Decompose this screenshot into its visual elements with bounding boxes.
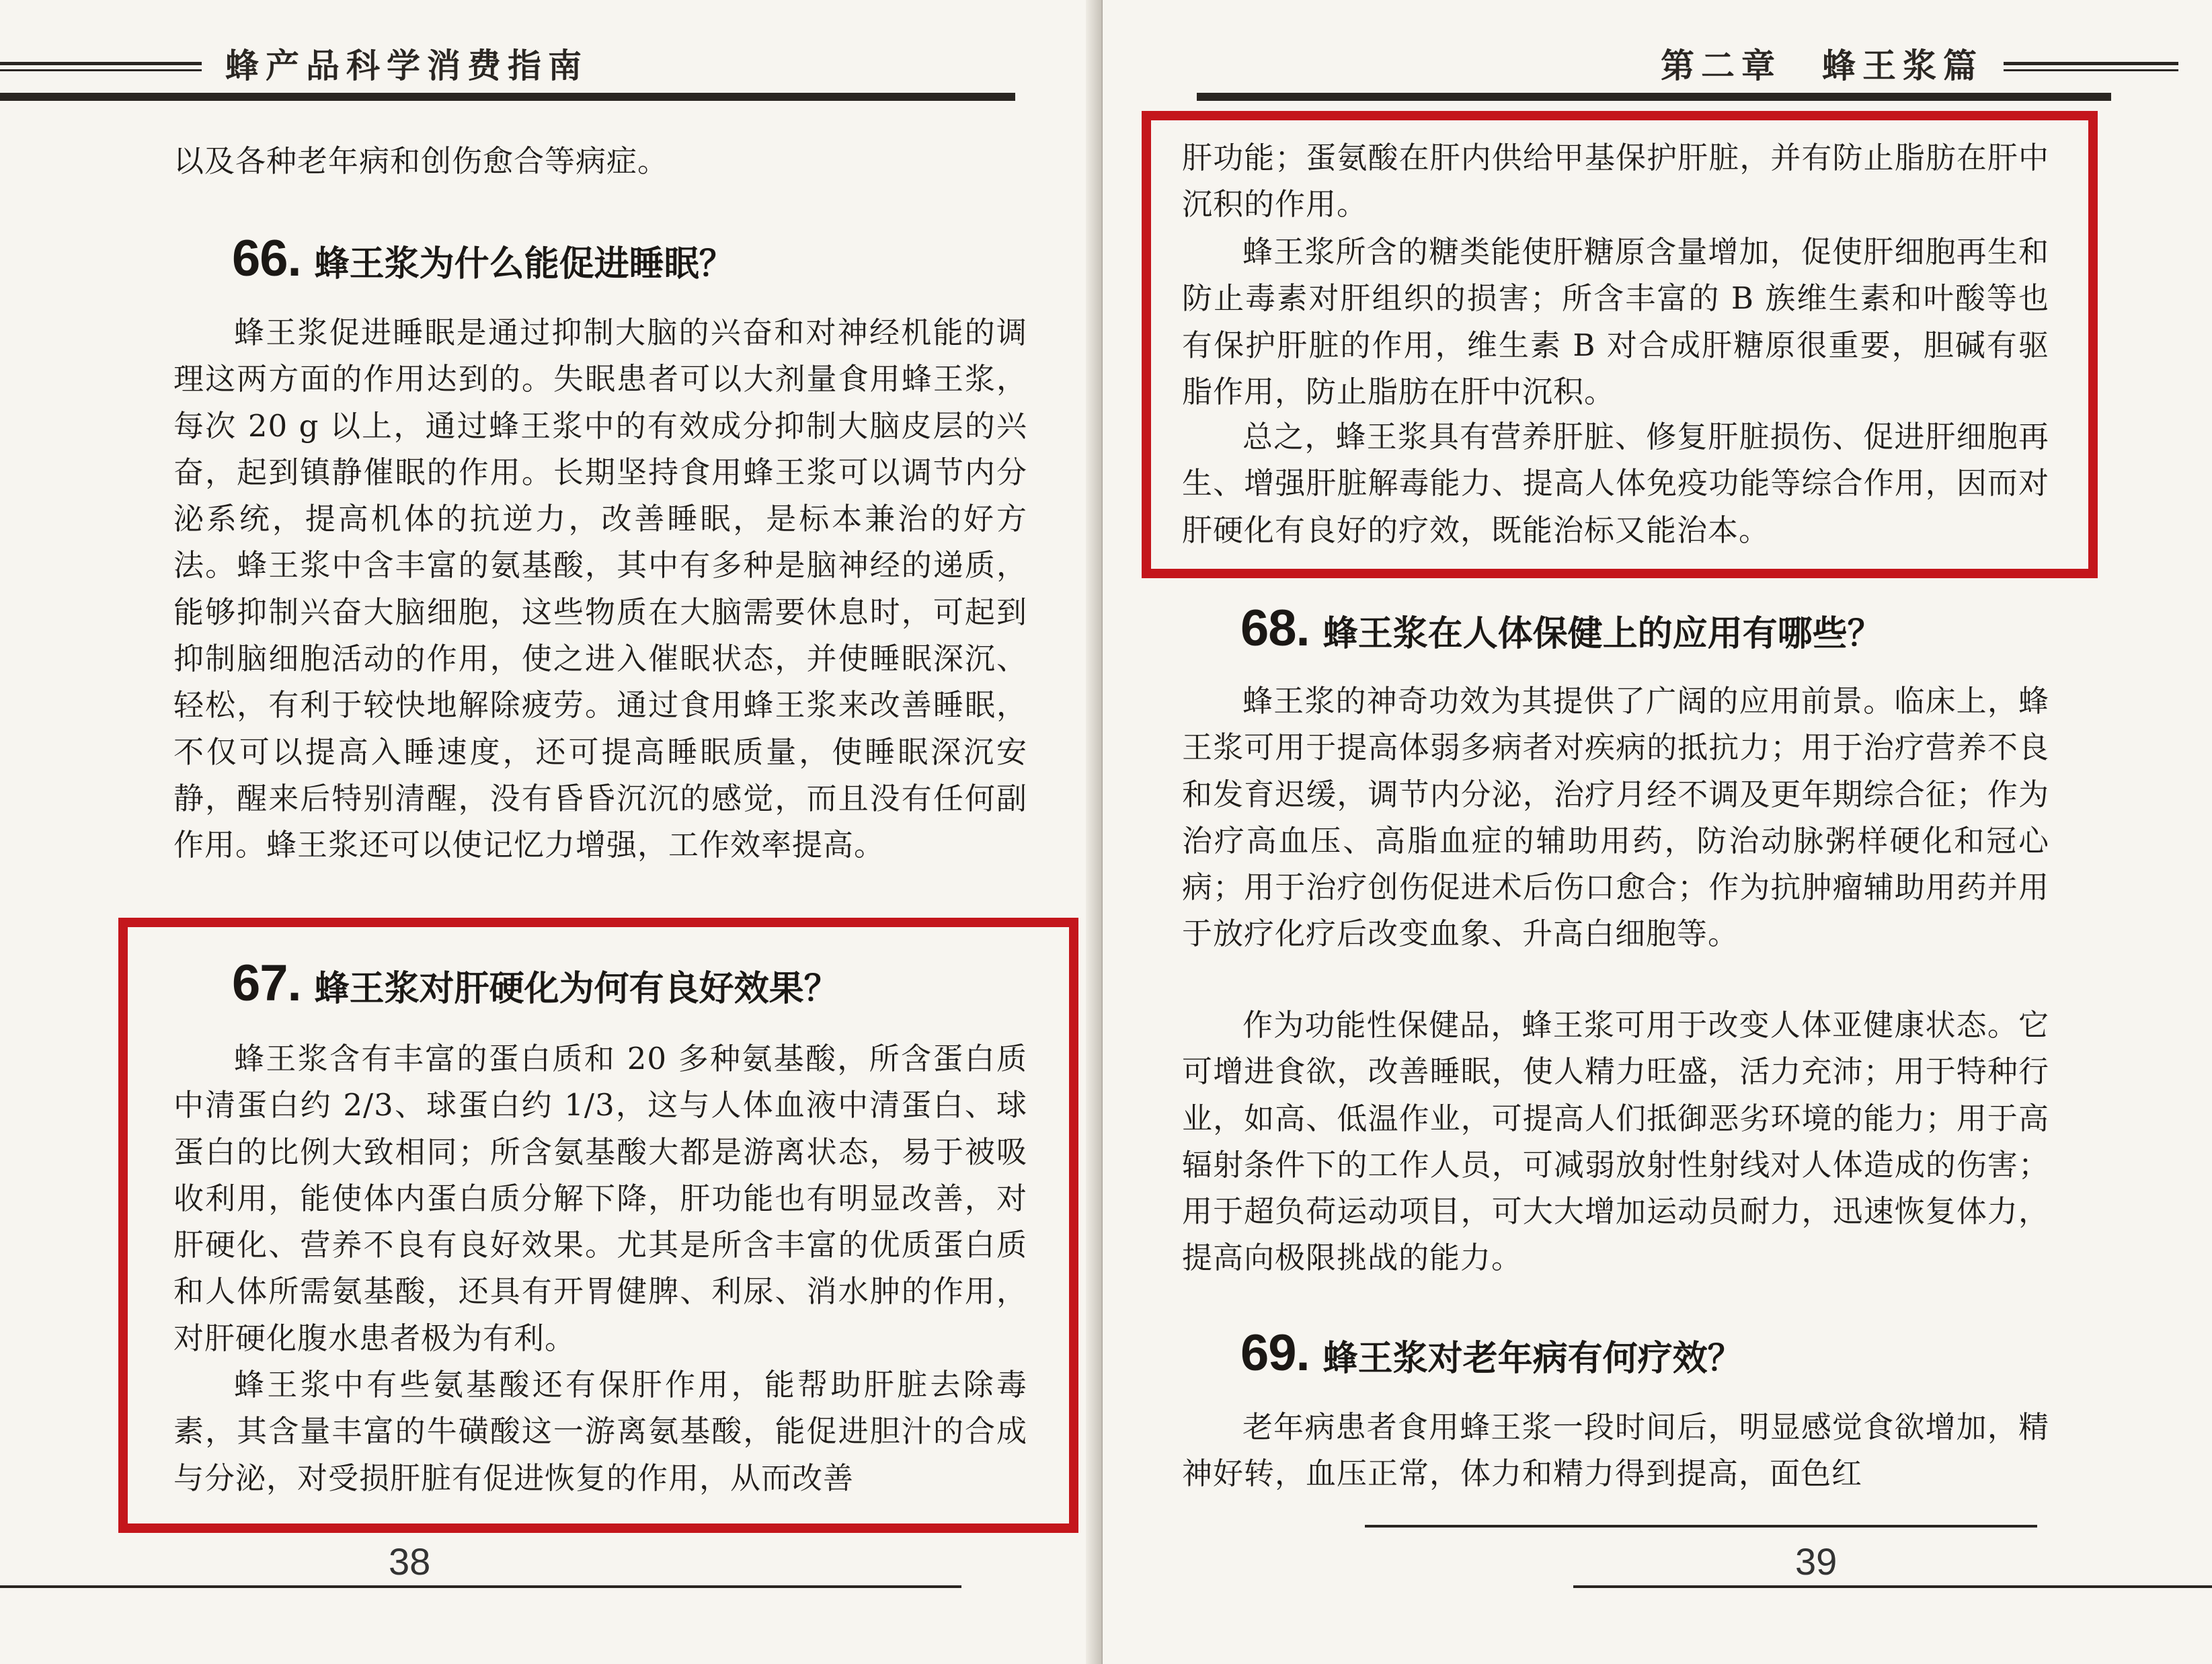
liver-summary-paragraph: 总之，蜂王浆具有营养肝脏、修复肝脏损伤、促进肝细胞再生、增强肝脏解毒能力、提高人体免疫功能等综合作用，因而对肝硬化有良好的疗效，既能治标又能治本。 xyxy=(1182,419,2049,548)
header-rule-right-b xyxy=(2004,62,2178,65)
running-head-right: 第二章 蜂王浆篇 xyxy=(1661,46,1983,85)
continuation-text-left: 以及各种老年病和创伤愈合等病症。 xyxy=(173,143,669,179)
footer-rule-right-bottom xyxy=(1573,1585,2212,1588)
question-68-number: 68. xyxy=(1240,600,1310,657)
question-67-paragraph-2: 蜂王浆中有些氨基酸还有保肝作用，能帮助肝脏去除毒素，其含量丰富的牛磺酸这一游离氨基酸，能促进胆汁的合成与分泌，对受损肝脏有促进恢复的作用，从而改善 xyxy=(173,1367,1027,1496)
question-66-body: 蜂王浆促进睡眠是通过抑制大脑的兴奋和对神经机能的调理这两方面的作用达到的。失眠患者可以大剂量食用蜂王浆，每次 20 g 以上，通过蜂王浆中的有效成分抑制大脑皮层的兴奋，起到镇静催眠的作用。长期坚持食用蜂王浆可以调节内分泌系统，提高机体的抗逆力，改善睡眠，是标本兼治的好方法。蜂王浆中含丰富的氨基酸，其中有多种是脑神经的递质，能够抑制兴奋大脑细胞，这些物质在大脑需要休息时，可起到抑制脑细胞活动的作用，使之进入催眠状态，并使睡眠深沉、轻松，有利于较快地解除疲劳。通过食用蜂王浆来改善睡眠，不仅可以提高入睡速度，还可提高睡眠质量，使睡眠深沉安静，醒来后特别清醒，没有昏昏沉沉的感觉，而且没有任何副作用。蜂王浆还可以使记忆力增强，工作效率提高。 xyxy=(173,315,1027,863)
question-67-title: 蜂王浆对肝硬化为何有良好效果？ xyxy=(314,969,839,1009)
header-rule-right-a xyxy=(1197,93,2111,101)
header-rule-right-c xyxy=(2004,69,2178,71)
question-67-heading xyxy=(232,953,839,1019)
page-number-left: 38 xyxy=(389,1540,431,1583)
continuation-text-right: 肝功能；蛋氨酸在肝内供给甲基保护肝脏，并有防止脂肪在肝中沉积的作用。 xyxy=(1182,140,2049,223)
question-66-heading xyxy=(232,229,734,294)
footer-rule-left xyxy=(0,1585,961,1588)
right-page xyxy=(1103,0,2212,1664)
question-66-title: 蜂王浆为什么能促进睡眠？ xyxy=(314,244,734,284)
question-67-paragraph-1: 蜂王浆含有丰富的蛋白质和 20 多种氨基酸，所含蛋白质中清蛋白约 2/3、球蛋白约 1/3，这与人体血液中清蛋白、球蛋白的比例大致相同；所含氨基酸大都是游离状态，易于被吸收利用，能使体内蛋白质分解下降，肝功能也有明显改善，对肝硬化、营养不良有良好效果。尤其是所含丰富的优质蛋白质和人体所需氨基酸，还具有开胃健脾、利尿、消水肿的作用，对肝硬化腹水患者极为有利。 xyxy=(173,1041,1027,1356)
question-68-heading xyxy=(1240,598,1883,664)
liver-sugar-paragraph: 蜂王浆所含的糖类能使肝糖原含量增加，促使肝细胞再生和防止毒素对肝组织的损害；所含丰富的 B 族维生素和叶酸等也有保护肝脏的作用，维生素 B 对合成肝糖原很重要，胆碱有驱脂作用，防止脂肪在肝中沉积。 xyxy=(1182,234,2049,409)
header-rule-left-c xyxy=(0,93,1015,101)
question-68-paragraph-1: 蜂王浆的神奇功效为其提供了广阔的应用前景。临床上，蜂王浆可用于提高体弱多病者对疾病的抵抗力；用于治疗营养不良和发育迟缓，调节内分泌，治疗月经不调及更年期综合征；作为治疗高血压、高脂血症的辅助用药，防治动脉粥样硬化和冠心病；用于治疗创伤促进术后伤口愈合；作为抗肿瘤辅助用药并用于放疗化疗后改变血象、升高白细胞等。 xyxy=(1182,683,2049,952)
question-69-number: 69. xyxy=(1240,1324,1310,1382)
header-rule-left-b xyxy=(0,69,202,71)
question-69-title: 蜂王浆对老年病有何疗效？ xyxy=(1322,1339,1743,1379)
running-head-left: 蜂产品科学消费指南 xyxy=(225,46,588,85)
footer-rule-right-top xyxy=(1365,1525,2037,1528)
question-69-heading xyxy=(1240,1323,1743,1389)
header-rule-left-a xyxy=(0,62,202,65)
question-67-number: 67. xyxy=(232,955,301,1012)
question-68-paragraph-2: 作为功能性保健品，蜂王浆可用于改变人体亚健康状态。它可增进食欲，改善睡眠，使人精力旺盛，活力充沛；用于特种行业，如高、低温作业，可提高人们抵御恶劣环境的能力；用于高辐射条件下的工作人员，可减弱放射性射线对人体造成的伤害；用于超负荷运动项目，可大大增加运动员耐力，迅速恢复体力，提高向极限挑战的能力。 xyxy=(1182,1007,2049,1276)
question-68-title: 蜂王浆在人体保健上的应用有哪些？ xyxy=(1322,614,1883,654)
page-number-right: 39 xyxy=(1795,1540,1838,1583)
left-page xyxy=(0,0,1093,1664)
question-66-number: 66. xyxy=(232,230,301,287)
question-69-body: 老年病患者食用蜂王浆一段时间后，明显感觉食欲增加，精神好转，血压正常，体力和精力得到提高，面色红 xyxy=(1182,1409,2049,1492)
